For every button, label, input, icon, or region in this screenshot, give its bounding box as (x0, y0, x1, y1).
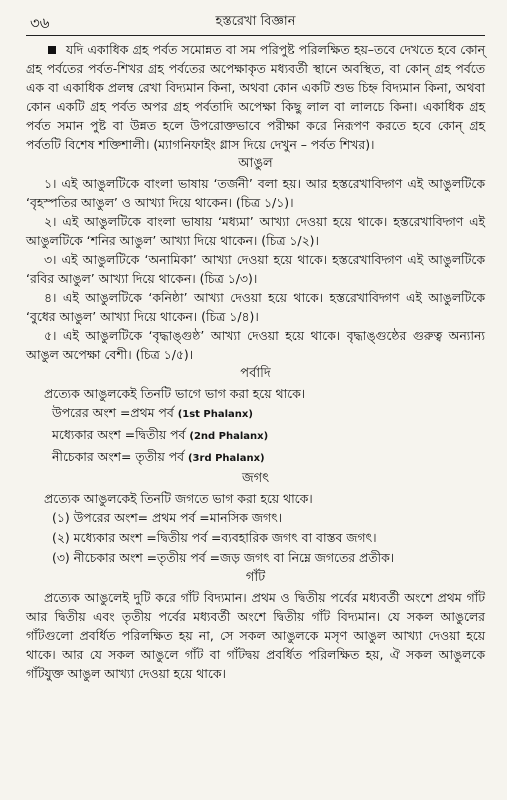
running-head: হস্তরেখা বিজ্ঞান (215, 14, 296, 29)
finger-item: ৩। এই আঙুলটিকে ‘অনামিকা’ আখ্যা দেওয়া হয়ে থাকে। হস্তরেখাবিদ্গণ এই আঙুলটিকে ‘রবির আঙুল’ আখ্যা দিয়ে থাকেন। (চিত্র ১/৩)। (26, 252, 485, 286)
phalanx-row (26, 403, 485, 425)
world-row: (১) উপরের অংশ= প্রথম পর্ব =মানসিক জগৎ। (52, 510, 283, 525)
intro-text: যদি একাধিক গ্রহ পর্বত সমোন্নত বা সম পরিপুষ্ট পরিলক্ষিত হয়–তবে দেখতে হবে কোন্ গ্রহ পর্বতের পর্বত-শিখর গ্রহ পর্বতের অপেক্ষাকৃত মধ্যবর্তী স্থানে অবস্থিত, বা কোন্ গ্রহ পর্বতে এক বা একাধিক প্রলম্ব রেখা বিদ্যমান কিনা, অথবা কোন একটি শুভ চিহ্ন বিদ্যমান কিনা, অথবা কোন একটি গ্রহ পর্বত অপর গ্রহ পর্বতাদি অপেক্ষা কিছু লাল বা লালচে কিনা। একাধিক গ্রহ পর্বত সমান পুষ্ট বা উন্নত হলে উপরোক্তভাবে পরীক্ষা করে নিরূপণ করতে হবে কোন্ গ্রহ পর্বতটি বিশেষ শক্তিশালী। (ম্যাগনিফাইং গ্লাস দিয়ে দেখুন – পর্বত শিখর)। (26, 42, 485, 152)
world-row: (৩) নীচেকার অংশ =তৃতীয় পর্ব =জড় জগৎ বা নিম্নে জগতের প্রতীক। (52, 550, 395, 565)
finger-item: ৫। এই আঙুলটিকে ‘বৃদ্ধাঙ্গুষ্ঠ’ আখ্যা দেওয়া হয়ে থাকে। বৃদ্ধাঙ্গুষ্ঠের গুরুত্ব অন্যান্য আঙুল অপেক্ষা বেশী। (চিত্র ১/৫)। (26, 328, 485, 362)
knot-paragraph: প্রত্যেক আঙুলেই দুটি করে গাঁট বিদ্যমান। প্রথম ও দ্বিতীয় পর্বের মধ্যবর্তী অংশে প্রথম গাঁট আর দ্বিতীয় এবং তৃতীয় পর্বের মধ্যবর্তী অংশে দ্বিতীয় গাঁট বিদ্যমান। যে সকল আঙুলের গাঁটগুলো প্রবর্ধিত পরিলক্ষিত হয় না, সে সকল আঙুলকে মসৃণ আঙুল আখ্যা দেওয়া হয়ে থাকে। আর যে সকল আঙুলে গাঁট বা গাঁটদ্বয় প্রবর্ধিত পরিলক্ষিত হয়, ঐ সকল আঙুলকে গাঁটযুক্ত আঙুল আখ্যা দেওয়া হয়ে থাকে। (26, 590, 485, 681)
phalanx-text: উপরের অংশ =প্রথম পর্ব (52, 405, 174, 420)
phalanges-intro: প্রত্যেক আঙুলকেই তিনটি ভাগে ভাগ করা হয়ে থাকে। (44, 386, 306, 401)
world-intro: প্রত্যেক আঙুলকেই তিনটি জগতে ভাগ করা হয়ে থাকে। (44, 491, 313, 506)
phalanx-english: (1st Phalanx) (177, 409, 253, 420)
phalanx-row (26, 447, 485, 469)
world-row: (২) মধ্যেকার অংশ =দ্বিতীয় পর্ব =ব্যবহারিক জগৎ বা বাস্তব জগৎ। (52, 530, 377, 545)
header-rule (26, 35, 485, 36)
finger-item: ৪। এই আঙুলটিকে ‘কনিষ্ঠা’ আখ্যা দেওয়া হয়ে থাকে। হস্তরেখাবিদ্গণ এই আঙুলটিকে ‘বুধের আঙুল’ আখ্যা দিয়ে থাকেন। (চিত্র ১/৪)। (26, 290, 485, 324)
section-heading-world: জগৎ (241, 471, 270, 486)
phalanx-text: নীচেকার অংশ= তৃতীয় পর্ব (52, 449, 185, 464)
phalanx-english: (2nd Phalanx) (189, 431, 269, 442)
section-heading-fingers: আঙুল (238, 156, 273, 171)
page-number: ৩৬ (30, 14, 50, 32)
section-heading-knot: গাঁট (245, 570, 266, 585)
finger-item: ১। এই আঙুলটিকে বাংলা ভাষায় ‘তর্জনী’ বলা হয়। আর হস্তরেখাবিদ্গণ এই আঙুলটিকে ‘বৃহস্পতির আঙুল’ ও আখ্যা দিয়ে থাকেন। (চিত্র ১/১)। (26, 176, 485, 210)
section-heading-phalanges: পর্বাদি (240, 366, 271, 381)
page-header (26, 10, 485, 32)
finger-item: ২। এই আঙুলটিকে বাংলা ভাষায় ‘মধ্যমা’ আখ্যা দেওয়া হয়ে থাকে। হস্তরেখাবিদ্গণ এই আঙুলটিকে ‘শনির আঙুল’ আখ্যা দিয়ে থাকেন। (চিত্র ১/২)। (26, 214, 485, 248)
phalanx-text: মধ্যেকার অংশ =দ্বিতীয় পর্ব (52, 427, 186, 442)
phalanx-row (26, 425, 485, 447)
square-bullet-icon (48, 46, 56, 54)
phalanx-english: (3rd Phalanx) (187, 453, 265, 464)
intro-paragraph (26, 40, 485, 154)
